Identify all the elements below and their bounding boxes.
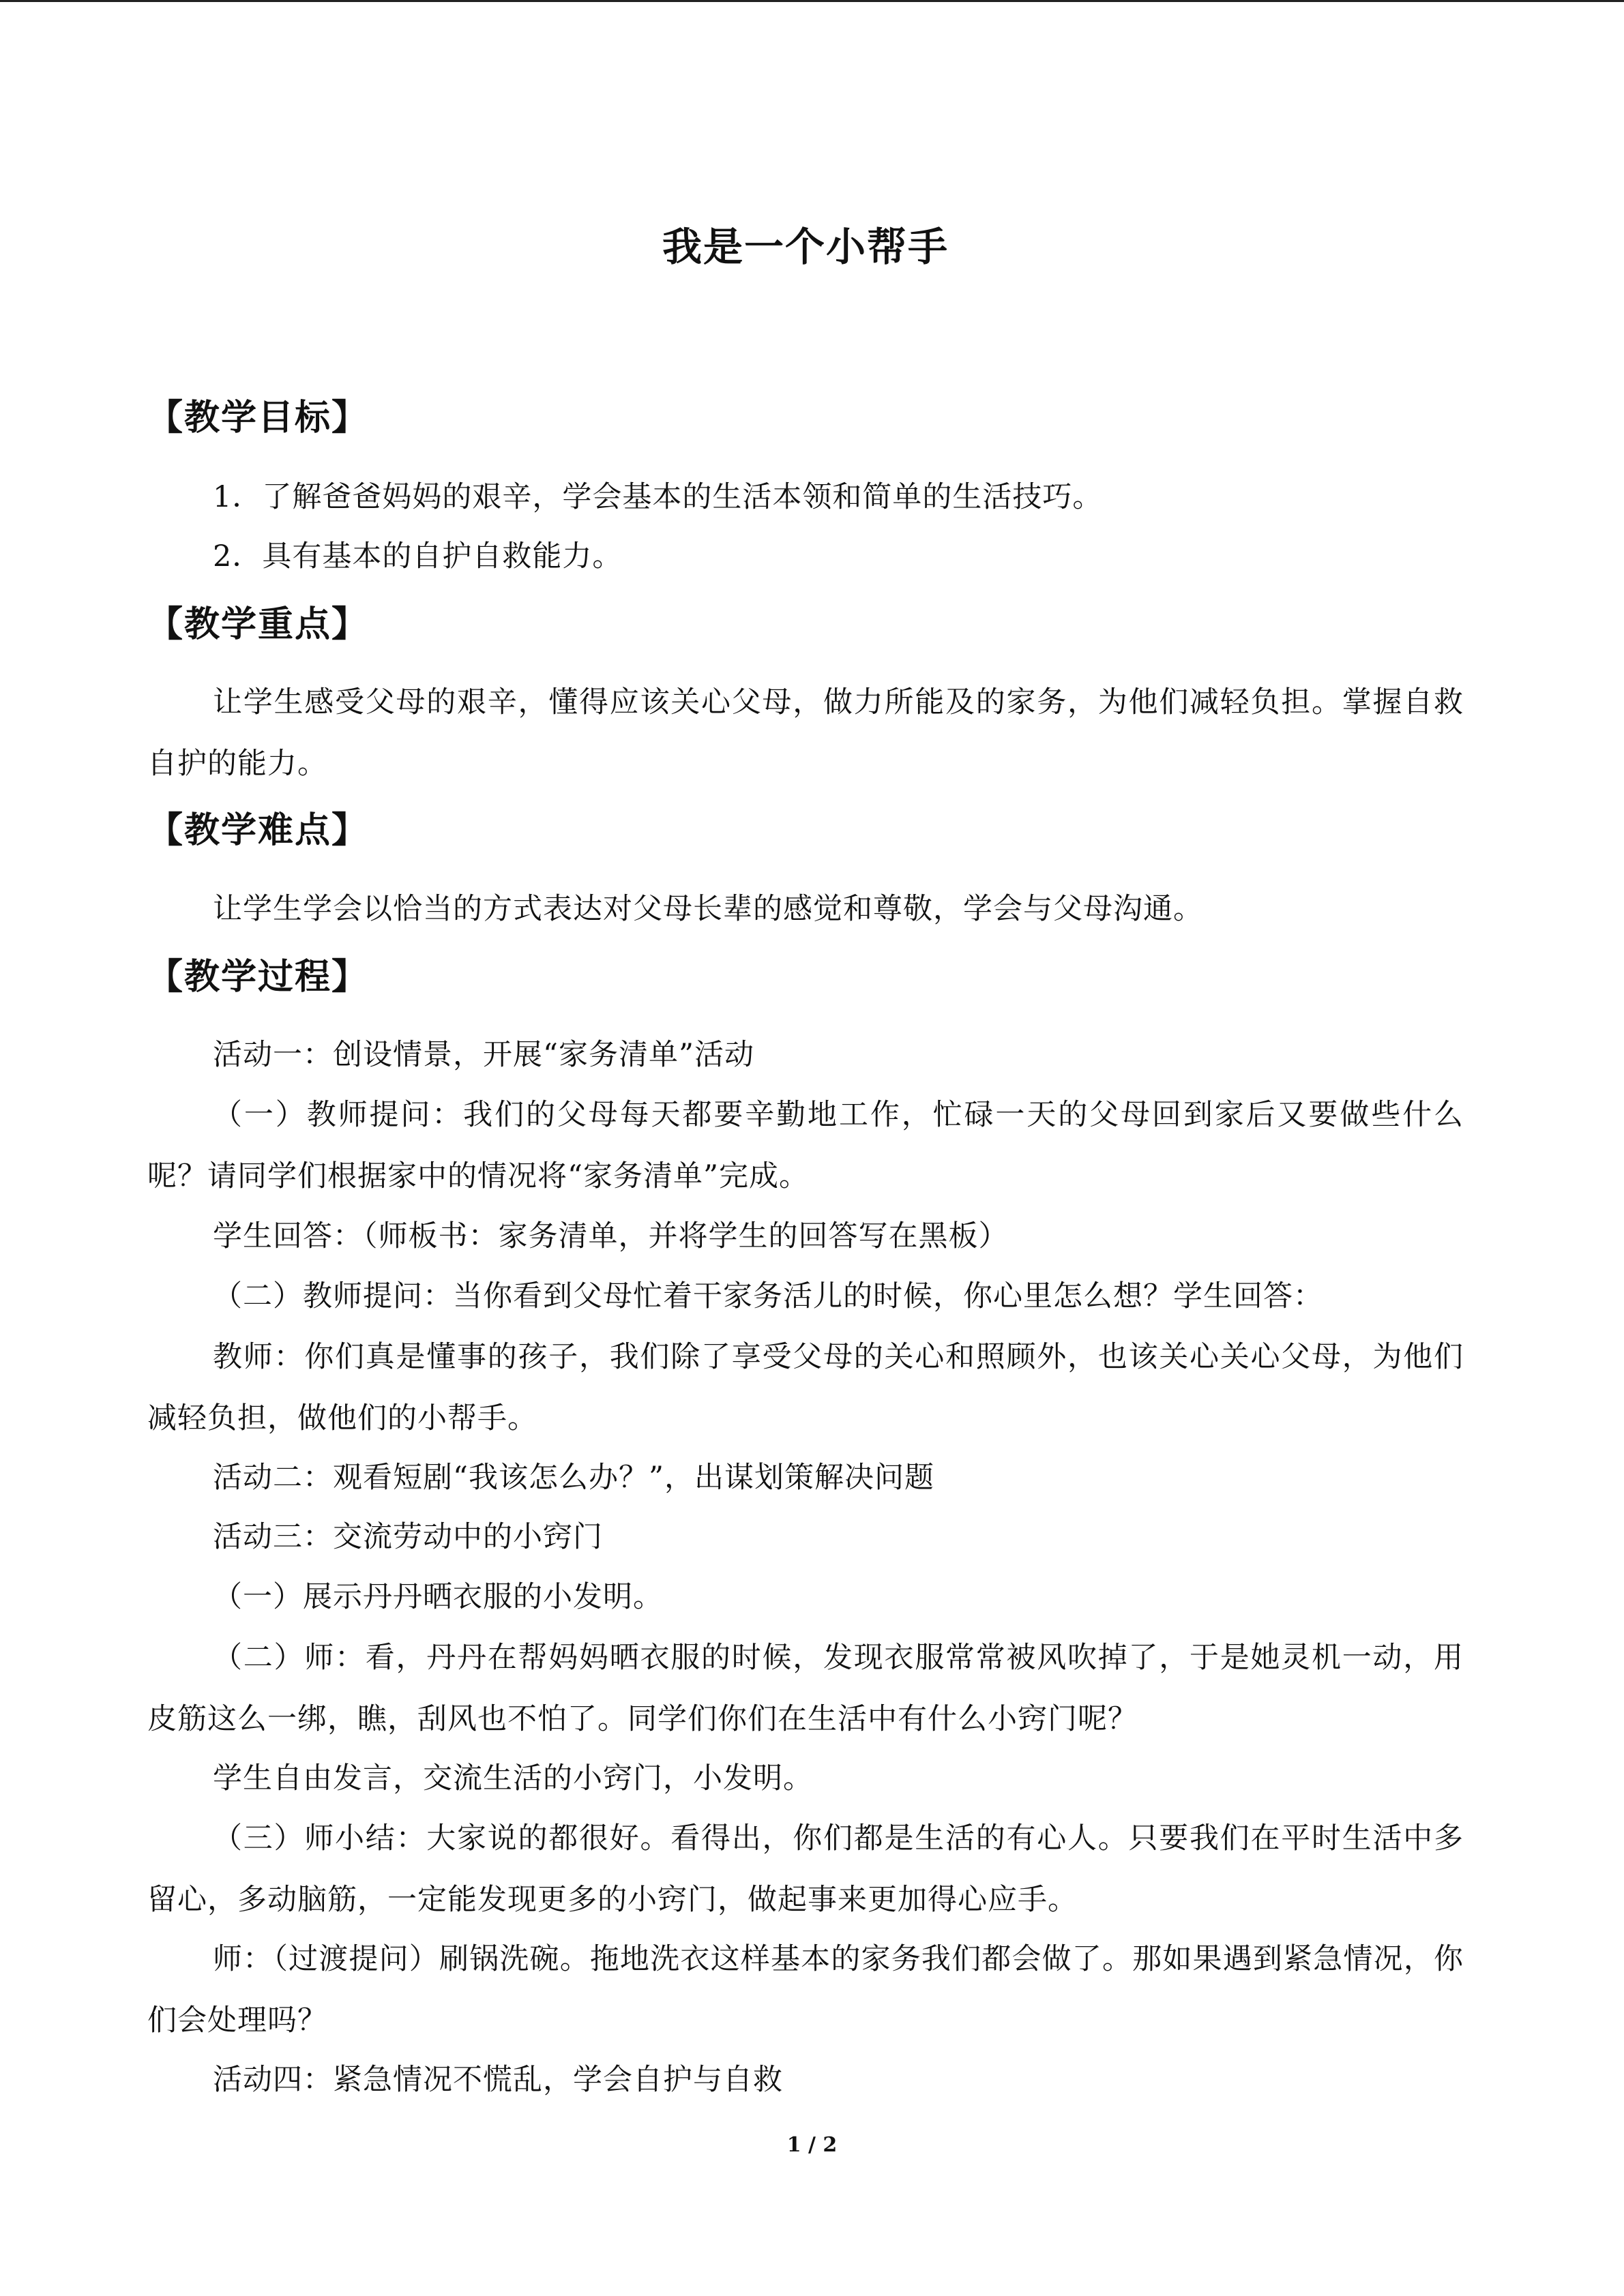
process-paragraph: 活动三：交流劳动中的小窍门 [213, 1520, 603, 1554]
process-paragraph: （二）师：看，丹丹在帮妈妈晒衣服的时候，发现衣服常常被风吹掉了，于是她灵机一动，用皮筋这么一绑，瞧，刮风也不怕了。同学们你们在生活中有什么小窍门呢？ [147, 1641, 1464, 1736]
process-paragraph: （一）教师提问：我们的父母每天都要辛勤地工作，忙碌一天的父母回到家后又要做些什么呢？请同学们根据家中的情况将“家务清单”完成。 [147, 1098, 1464, 1193]
section-heading-process: 【教学过程】 [147, 957, 369, 998]
process-paragraph: （三）师小结：大家说的都很好。看得出，你们都是生活的有心人。只要我们在平时生活中多留心，多动脑筋，一定能发现更多的小窍门，做起事来更加得心应手。 [147, 1821, 1464, 1917]
process-paragraph: （二）教师提问：当你看到父母忙着干家务活儿的时候，你心里怎么想？学生回答： [213, 1279, 1323, 1313]
top-border-line [0, 0, 1624, 2]
process-paragraph: 活动一：创设情景，开展“家务清单”活动 [213, 1038, 754, 1072]
process-paragraph: 活动四：紧急情况不慌乱，学会自护与自救 [213, 2063, 783, 2097]
process-paragraph: 师：（过渡提问）刷锅洗碗。拖地洗衣这样基本的家务我们都会做了。那如果遇到紧急情况，你们会处理吗？ [147, 1942, 1464, 2038]
difficulties-paragraph: 让学生学会以恰当的方式表达对父母长辈的感觉和尊敬，学会与父母沟通。 [213, 892, 1203, 926]
process-paragraph: 学生自由发言，交流生活的小窍门，小发明。 [213, 1761, 813, 1795]
section-heading-difficulties: 【教学难点】 [147, 810, 369, 851]
key-points-paragraph: 让学生感受父母的艰辛，懂得应该关心父母，做力所能及的家务，为他们减轻负担。掌握自救自护的能力。 [147, 685, 1464, 781]
document-title: 我是一个小帮手 [662, 224, 949, 270]
objective-item-2: 2．具有基本的自护自救能力。 [213, 539, 623, 573]
page-number: 1 / 2 [786, 2133, 838, 2157]
section-heading-objectives: 【教学目标】 [147, 398, 369, 438]
objective-item-1: 1．了解爸爸妈妈的艰辛，学会基本的生活本领和简单的生活技巧。 [213, 480, 1103, 514]
process-paragraph: 学生回答：（师板书：家务清单，并将学生的回答写在黑板） [213, 1219, 1009, 1253]
process-paragraph: （一）展示丹丹晒衣服的小发明。 [213, 1580, 663, 1614]
section-heading-key-points: 【教学重点】 [147, 604, 369, 645]
process-paragraph: 活动二：观看短剧“我该怎么办？”，出谋划策解决问题 [213, 1461, 934, 1495]
process-paragraph: 教师：你们真是懂事的孩子，我们除了享受父母的关心和照顾外，也该关心关心父母，为他们减轻负担，做他们的小帮手。 [147, 1340, 1464, 1435]
